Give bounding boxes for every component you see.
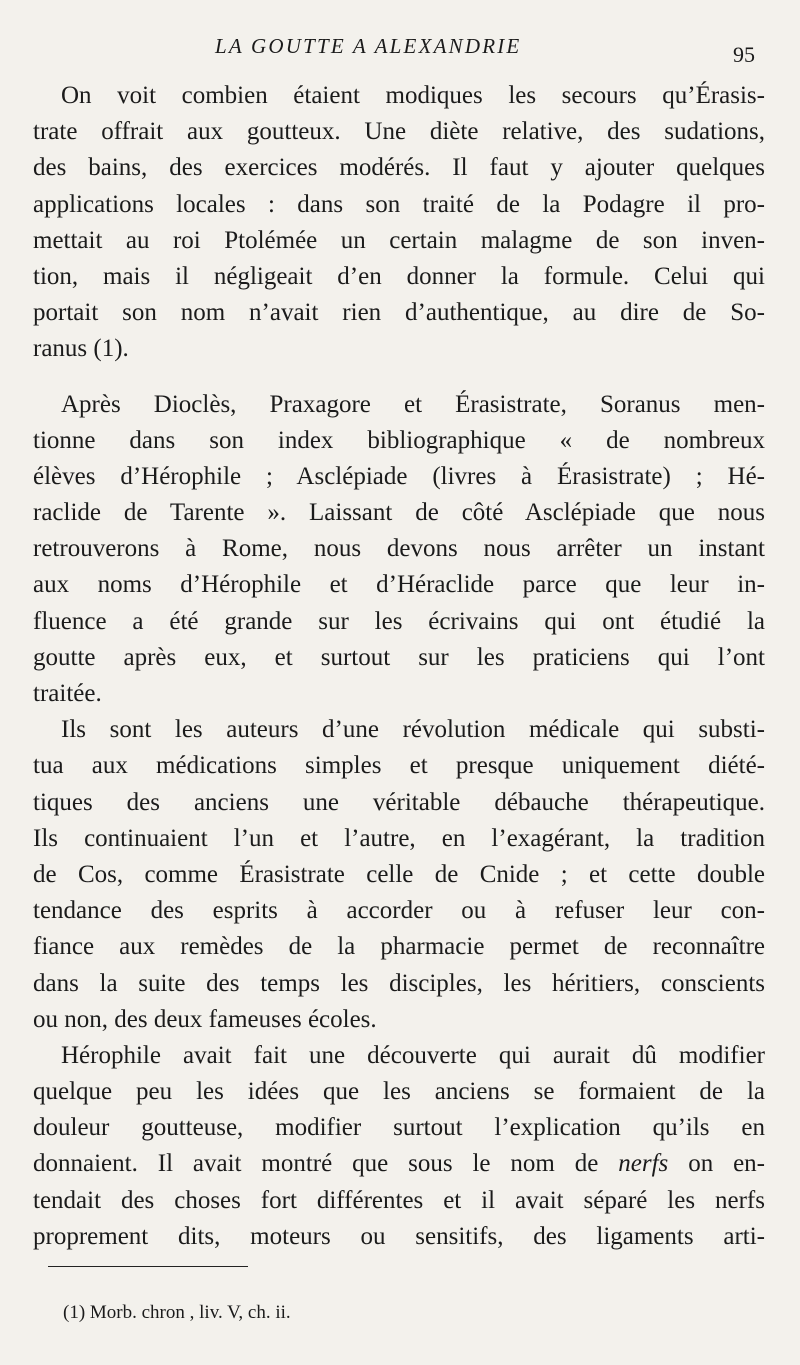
text-line: retrouverons à Rome, nous devons nous arrêter un instant xyxy=(33,535,765,563)
paragraph-3 xyxy=(33,712,765,1038)
text-line: On voit combien étaient modiques les secours qu’Érasis- xyxy=(61,82,765,109)
text-line: Après Dioclès, Praxagore et Érasistrate, Soranus men- xyxy=(61,390,765,418)
text-line: ou non, des deux fameuses écoles. xyxy=(33,1005,377,1033)
running-head xyxy=(0,34,800,67)
text-line: trate offrait aux goutteux. Une diète relative, des sudations, xyxy=(33,118,765,146)
text-line: des bains, des exercices modérés. Il faut y ajouter quelques xyxy=(33,154,765,182)
text-line: fluence a été grande sur les écrivains qui ont étudié la xyxy=(33,607,765,635)
text-line: dans la suite des temps les disciples, les héritiers, conscients xyxy=(33,969,765,997)
body-text xyxy=(33,78,765,1255)
text-line-with-italic xyxy=(33,1146,765,1182)
text-line: applications locales : dans son traité de la Podagre il pro- xyxy=(33,190,765,218)
text-line: quelque peu les idées que les anciens se formaient de la xyxy=(33,1078,765,1106)
text-line: traitée. xyxy=(33,680,102,707)
paragraph-1 xyxy=(33,78,765,368)
paragraph-gap xyxy=(33,368,765,387)
text-line: tendait des choses fort différentes et il avait séparé les nerfs xyxy=(33,1186,765,1214)
text-line: Ils sont les auteurs d’une révolution médicale qui substi- xyxy=(61,716,765,744)
text-line: raclide de Tarente ». Laissant de côté Asclépiade que nous xyxy=(33,499,765,527)
paragraph-2 xyxy=(33,387,765,713)
text-line: tendance des esprits à accorder ou à refuser leur con- xyxy=(33,897,765,925)
text-line: élèves d’Hérophile ; Asclépiade (livres à Érasistrate) ; Hé- xyxy=(33,462,765,490)
italic-word: nerfs xyxy=(618,1150,669,1178)
text-line: fiance aux remèdes de la pharmacie permet de reconnaître xyxy=(33,933,765,961)
text-line: Ils continuaient l’un et l’autre, en l’exagérant, la tradition xyxy=(33,824,765,852)
page-number: 95 xyxy=(733,42,755,67)
text-line: de Cos, comme Érasistrate celle de Cnide ; et cette double xyxy=(33,860,765,888)
footnote: (1) Morb. chron , liv. V, ch. ii. xyxy=(63,1302,291,1323)
text-line: goutte après eux, et surtout sur les praticiens qui l’ont xyxy=(33,643,765,671)
text-line: aux noms d’Hérophile et d’Héraclide parce que leur in- xyxy=(33,571,765,599)
text-line: ranus (1). xyxy=(33,335,129,363)
text-line: proprement dits, moteurs ou sensitifs, des ligaments arti- xyxy=(33,1222,765,1250)
text-line: portait son nom n’avait rien d’authentique, au dire de So- xyxy=(33,299,765,327)
text-line: tionne dans son index bibliographique « de nombreux xyxy=(33,426,765,454)
text-segment: on en- xyxy=(688,1150,766,1178)
text-line: tua aux médications simples et presque uniquement diété- xyxy=(33,752,765,780)
text-line: tion, mais il négligeait d’en donner la formule. Celui qui xyxy=(33,262,765,290)
footnote-rule xyxy=(48,1266,248,1267)
text-line: Hérophile avait fait une découverte qui aurait dû modifier xyxy=(61,1041,765,1069)
running-title: LA GOUTTE A ALEXANDRIE xyxy=(215,34,522,58)
paragraph-4 xyxy=(33,1038,765,1255)
text-segment: donnaient. Il avait montré que sous le nom de xyxy=(33,1150,599,1178)
text-line: douleur goutteuse, modifier surtout l’explication qu’ils en xyxy=(33,1114,765,1142)
text-line: tiques des anciens une véritable débauche thérapeutique. xyxy=(33,788,765,816)
text-line: mettait au roi Ptolémée un certain malagme de son inven- xyxy=(33,226,765,254)
